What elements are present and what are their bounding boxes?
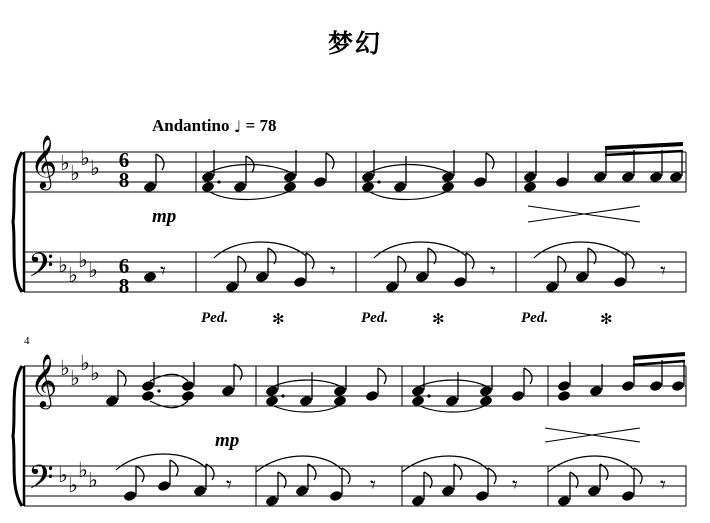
svg-text:♭: ♭ xyxy=(70,161,80,185)
svg-text:𝄾: 𝄾 xyxy=(330,259,336,284)
svg-text:♭: ♭ xyxy=(78,248,88,272)
bass-clef-icon: 𝄢 xyxy=(28,247,54,293)
dynamic-mp-system1: mp xyxy=(152,206,177,227)
svg-text:♭: ♭ xyxy=(90,156,100,180)
treble-clef-icon: 𝄞 xyxy=(30,353,58,407)
svg-text:♭: ♭ xyxy=(60,356,70,380)
dynamic-mp-system2: mp xyxy=(215,430,240,451)
time-sig-denominator: 8 xyxy=(118,274,130,298)
svg-text:𝄾: 𝄾 xyxy=(660,473,666,498)
svg-text:♭: ♭ xyxy=(80,146,90,170)
time-sig-numerator: 6 xyxy=(118,148,130,172)
treble-clef-icon: 𝄞 xyxy=(30,134,58,188)
bass-clef-icon: 𝄢 xyxy=(28,459,54,505)
quarter-note-icon: ♩ xyxy=(233,117,242,136)
page-title: 梦幻 xyxy=(327,29,382,58)
svg-text:𝄾: 𝄾 xyxy=(160,259,166,284)
svg-text:♭: ♭ xyxy=(80,351,90,375)
tempo-text: Andantino xyxy=(152,116,230,135)
time-sig-denominator: 8 xyxy=(118,168,130,192)
svg-text:𝄾: 𝄾 xyxy=(512,473,518,498)
hairpin-crescendo-decrescendo-2 xyxy=(545,428,640,442)
svg-text:♭: ♭ xyxy=(68,473,78,497)
tempo-bpm: = 78 xyxy=(245,116,277,135)
svg-text:♭: ♭ xyxy=(60,151,70,175)
hairpin-crescendo-decrescendo xyxy=(528,206,640,222)
svg-text:♭: ♭ xyxy=(70,366,80,390)
pedal-mark-1: Ped. xyxy=(201,310,229,326)
pedal-release-icon-2: ✻ xyxy=(432,310,445,328)
system-number-2: 4 xyxy=(24,335,30,347)
pedal-release-icon-3: ✻ xyxy=(600,310,613,328)
svg-text:♭: ♭ xyxy=(88,468,98,492)
svg-text:♭: ♭ xyxy=(90,361,100,385)
svg-text:𝄾: 𝄾 xyxy=(370,473,376,498)
svg-text:♭: ♭ xyxy=(88,258,98,282)
svg-text:𝄾: 𝄾 xyxy=(660,259,666,284)
pedal-mark-2: Ped. xyxy=(361,310,389,326)
pedal-mark-3: Ped. xyxy=(521,310,549,326)
svg-text:♭: ♭ xyxy=(78,458,88,482)
svg-text:𝄾: 𝄾 xyxy=(226,473,232,498)
svg-text:𝄾: 𝄾 xyxy=(490,259,496,284)
svg-text:♭: ♭ xyxy=(68,263,78,287)
svg-text:♭: ♭ xyxy=(58,253,68,277)
pedal-release-icon-1: ✻ xyxy=(272,310,285,328)
svg-text:♭: ♭ xyxy=(58,463,68,487)
time-sig-numerator: 6 xyxy=(118,254,130,278)
